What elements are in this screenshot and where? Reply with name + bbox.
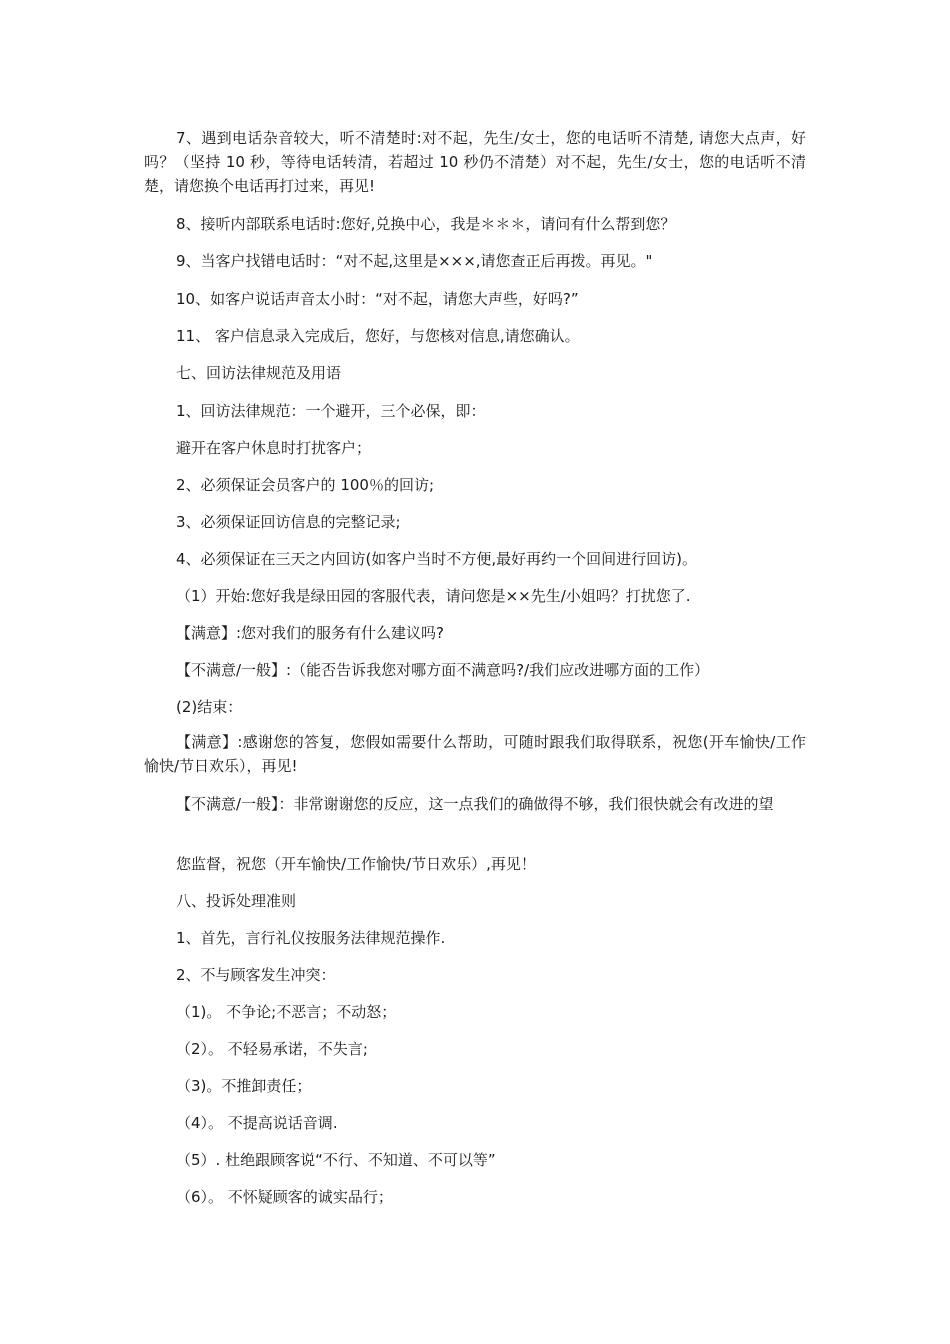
paragraph-avoid-rest: 避开在客户休息时打扰客户；	[176, 439, 372, 457]
list-item-2: （2）。 不轻易承诺，不失言;	[176, 1040, 368, 1058]
paragraph-satisfied-end: 【满意】:感谢您的答复，您假如需要什么帮助，可随时跟我们取得联系，祝您(开车愉快/工作愉快/节日欢乐），再见!	[144, 733, 806, 775]
paragraph-callback-rule-3: 3、必须保证回访信息的完整记录;	[176, 513, 401, 531]
paragraph-callback-end: (2)结束：	[176, 698, 243, 716]
list-item-3: （3)。不推卸责任；	[176, 1077, 312, 1095]
paragraph-item-8: 8、接听内部联系电话时:您好,兑换中心，我是＊＊＊，请问有什么帮到您？	[176, 215, 676, 233]
list-item-5: （5）. 杜绝跟顾客说“不行、不知道、不可以等”	[176, 1151, 496, 1169]
paragraph-unsatisfied-start: 【不满意/一般】:（能否告诉我您对哪方面不满意吗?/我们应改进哪方面的工作）	[176, 661, 710, 679]
paragraph-satisfied-start: 【满意】:您对我们的服务有什么建议吗?	[176, 624, 445, 642]
paragraph-unsatisfied-end: 【不满意/一般】：非常谢谢您的反应，这一点我们的确做得不够，我们很快就会有改进的望	[176, 795, 774, 813]
paragraph-callback-start: （1）开始:您好我是绿田园的客服代表，请问您是××先生/小姐吗？打扰您了.	[176, 587, 691, 605]
paragraph-supervision: 您监督，祝您（开车愉快/工作愉快/节日欢乐）,再见！	[176, 855, 536, 873]
paragraph-callback-rule-2: 2、必须保证会员客户的 100％的回访;	[176, 476, 434, 494]
list-item-1: （1)。 不争论;不恶言；不动怒；	[176, 1003, 397, 1021]
list-item-4: （4）。 不提高说话音调.	[176, 1114, 338, 1132]
paragraph-item-7: 7、遇到电话杂音较大，听不清楚时:对不起，先生/女士，您的电话听不清楚, 请您大点声，好吗？（坚持 10 秒，等待电话转清，若超过 10 秒仍不清楚）对不起，先生/女士，您的电话听不清楚，请您换个电话再打过来，再见!	[144, 129, 806, 195]
section-heading-8: 八、投诉处理准则	[176, 892, 297, 910]
paragraph-callback-rule-1: 1、回访法律规范：一个避开，三个必保，即：	[176, 402, 486, 420]
list-item-6: （6）。 不怀疑顾客的诚实品行；	[176, 1188, 393, 1206]
paragraph-item-10: 10、如客户说话声音太小时：“对不起，请您大声些，好吗?”	[176, 290, 579, 308]
paragraph-item-9: 9、当客户找错电话时：“对不起,这里是×××,请您查正后再拨。再见。"	[176, 252, 653, 270]
paragraph-complaint-rule-2: 2、不与顾客发生冲突：	[176, 966, 336, 984]
paragraph-callback-rule-4: 4、必须保证在三天之内回访(如客户当时不方便,最好再约一个回间进行回访)。	[176, 550, 698, 568]
paragraph-complaint-rule-1: 1、首先，言行礼仪按服务法律规范操作.	[176, 929, 446, 947]
paragraph-item-11: 11、 客户信息录入完成后，您好，与您核对信息,请您确认。	[176, 327, 580, 345]
section-heading-7: 七、回访法律规范及用语	[176, 364, 342, 382]
